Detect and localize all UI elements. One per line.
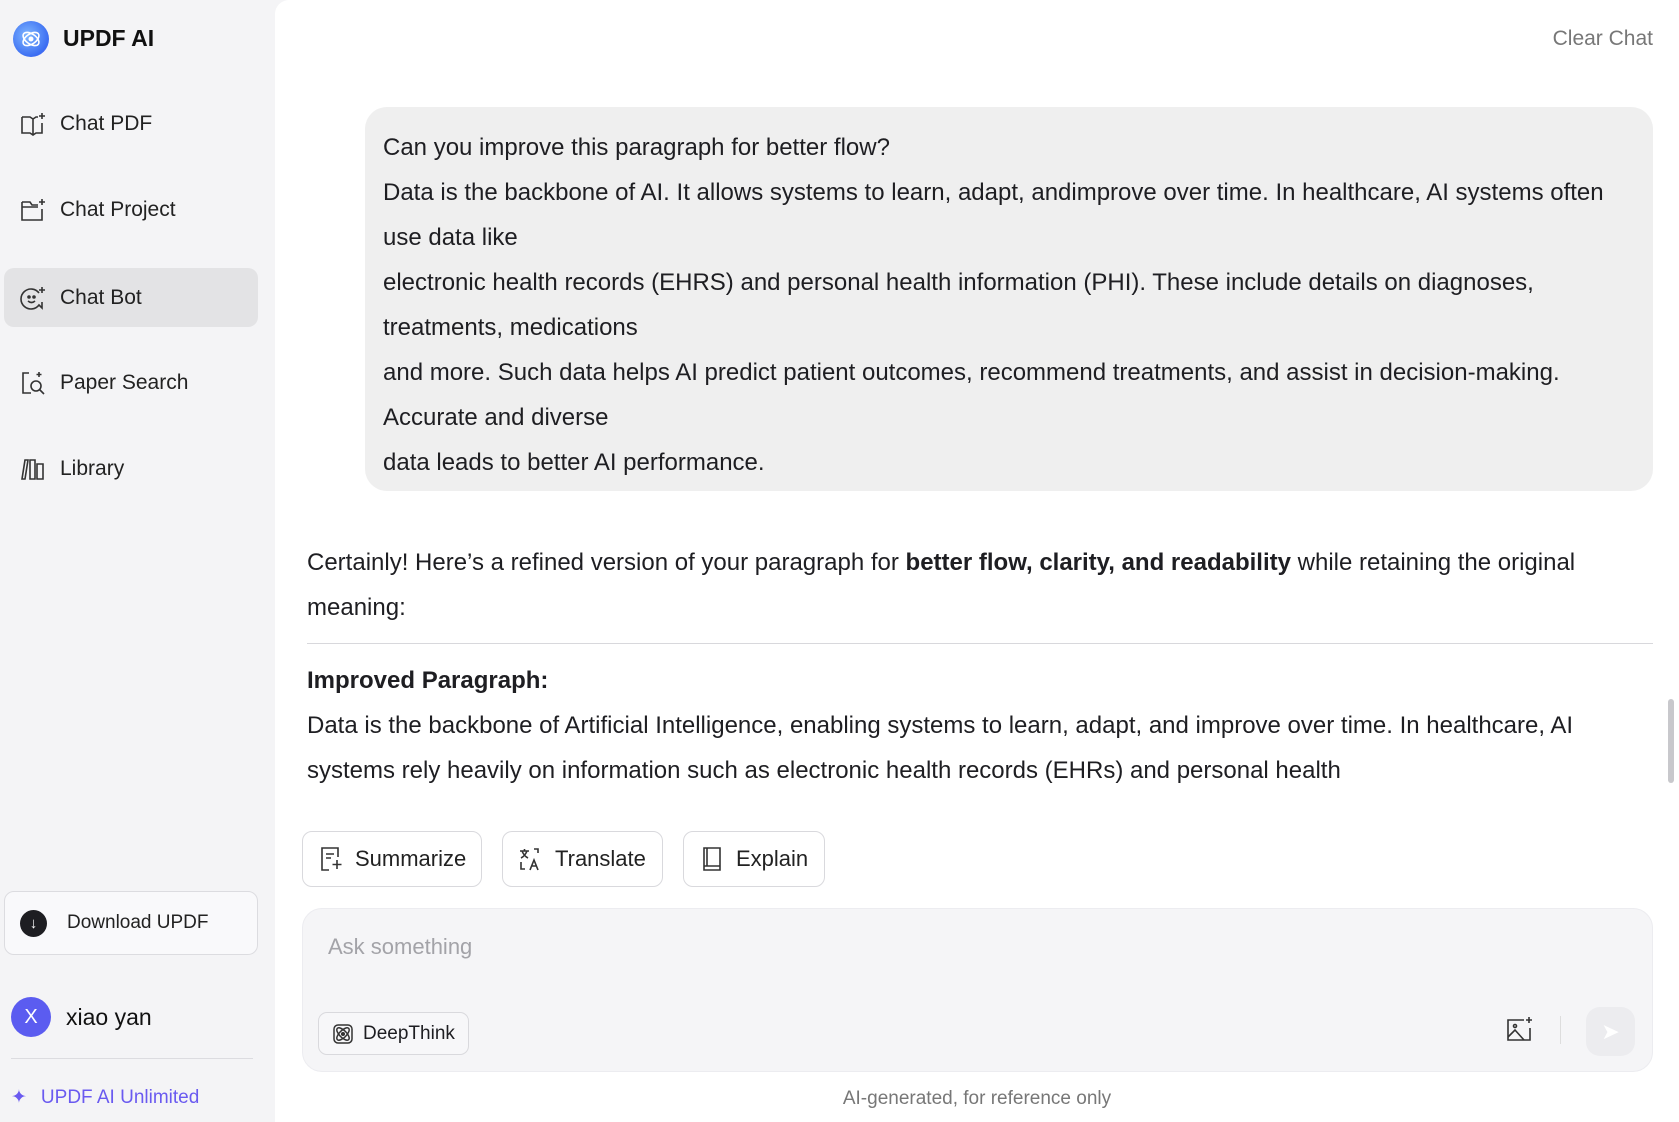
sidebar-item-label: Library (60, 456, 125, 480)
translate-button[interactable] (502, 831, 663, 887)
avatar[interactable]: X (11, 997, 51, 1037)
deepthink-toggle[interactable] (318, 1012, 469, 1055)
sidebar-item-label: Chat Project (60, 197, 176, 221)
sidebar-item-chat-bot[interactable] (4, 268, 258, 327)
sidebar-item-label: Chat Bot (60, 285, 142, 309)
sidebar-item-label: Chat PDF (60, 111, 153, 135)
intro-text-end: while retaining the original meaning: (307, 549, 1576, 621)
download-updf-button[interactable] (4, 891, 258, 955)
intro-text: Certainly! Here’s a refined version of your paragraph for (307, 549, 906, 576)
sidebar-item-library[interactable] (4, 439, 258, 498)
chat-input-box[interactable] (302, 908, 1653, 1072)
message-line: data leads to better AI performance. (383, 449, 765, 476)
download-label: Download UPDF (67, 912, 209, 933)
response-heading: Improved Paragraph: (307, 667, 549, 694)
message-line: Can you improve this paragraph for better flow? (383, 134, 890, 161)
upgrade-label: UPDF AI Unlimited (40, 1086, 200, 1108)
message-line: Data is the backbone of AI. It allows systems to learn, adapt, andimprove over time. In healthcare, AI systems often use data like (383, 179, 1604, 251)
separator (307, 643, 1653, 644)
sparkle-icon: ✦ (11, 1087, 27, 1108)
scrollbar[interactable] (1668, 699, 1674, 783)
intro-bold: better flow, clarity, and readability (905, 549, 1291, 576)
assistant-message (307, 540, 1653, 805)
sidebar (0, 0, 275, 1122)
summarize-button[interactable] (302, 831, 482, 887)
message-line: electronic health records (EHRS) and personal health information (PHI). These include details on diagnoses, treatments, medications (383, 269, 1534, 341)
disclaimer: AI-generated, for reference only (842, 1088, 1112, 1109)
summarize-icon (317, 845, 345, 873)
sidebar-item-chat-pdf[interactable] (4, 94, 258, 153)
sidebar-item-chat-project[interactable] (4, 180, 258, 239)
download-icon: ↓ (20, 910, 47, 937)
scroll-fade (307, 790, 1653, 810)
image-upload-icon[interactable] (1504, 1015, 1534, 1045)
divider (1560, 1016, 1561, 1044)
upgrade-link[interactable] (11, 1086, 199, 1109)
clear-chat-button[interactable]: Clear Chat (1552, 27, 1653, 50)
library-icon (19, 455, 47, 483)
atom-icon (331, 1022, 355, 1046)
send-icon: ➤ (1601, 1018, 1620, 1044)
message-line: and more. Such data helps AI predict patient outcomes, recommend treatments, and assist in decision-making. Accurate and diverse (383, 359, 1560, 431)
book-icon (698, 845, 726, 873)
send-button[interactable] (1586, 1007, 1635, 1056)
folder-sparkle-icon (19, 196, 47, 224)
explain-button[interactable] (683, 831, 825, 887)
chat-input[interactable]: Ask something (328, 934, 473, 959)
bot-face-icon (19, 284, 47, 312)
paper-search-icon (19, 369, 47, 397)
summarize-label: Summarize (355, 846, 467, 871)
sidebar-item-paper-search[interactable] (4, 353, 258, 412)
user-message (365, 107, 1653, 491)
response-intro (307, 540, 1653, 630)
translate-label: Translate (555, 846, 646, 871)
sidebar-item-label: Paper Search (60, 370, 189, 394)
book-sparkle-icon (19, 110, 47, 138)
explain-label: Explain (736, 846, 809, 871)
updf-logo-icon (13, 21, 49, 57)
divider (11, 1058, 253, 1059)
deepthink-label: DeepThink (363, 1022, 455, 1044)
user-name[interactable]: xiao yan (66, 1004, 152, 1030)
translate-icon (517, 845, 545, 873)
response-paragraph: Data is the backbone of Artificial Intelligence, enabling systems to learn, adapt, and improve over time. In healthcare, AI systems rely heavily on information such as electronic health records (EHRs) and personal health (307, 712, 1574, 784)
app-title: UPDF AI (63, 25, 155, 51)
